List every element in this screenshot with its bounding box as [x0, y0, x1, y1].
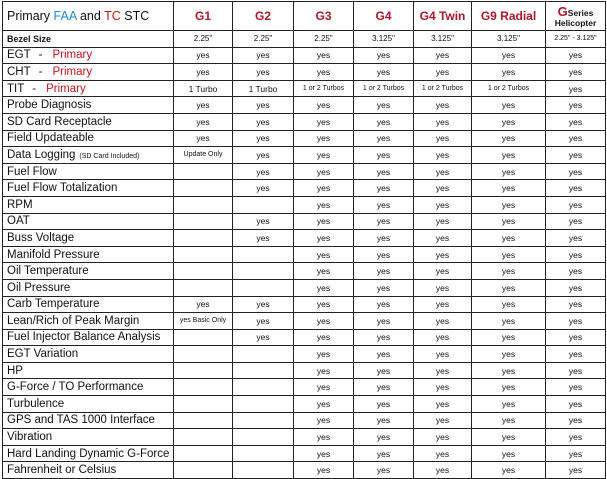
feature-dash: - — [32, 82, 37, 95]
column-header-g3: G3 — [294, 2, 354, 31]
comparison-table — [2, 1, 606, 479]
feature-label — [3, 80, 174, 97]
table-cell: yes — [294, 147, 354, 164]
feature-name: Fuel Injector Balance Analysis — [7, 331, 161, 344]
table-row — [3, 396, 606, 413]
table-row — [3, 163, 606, 180]
feature-label — [3, 180, 174, 197]
table-cell: yes — [472, 130, 546, 147]
table-cell: yes — [472, 263, 546, 280]
table-row — [3, 313, 606, 330]
table-cell — [233, 462, 294, 479]
feature-label — [3, 329, 174, 346]
table-row — [3, 97, 606, 114]
table-cell: 2.25" — [233, 31, 294, 48]
table-cell: yes — [294, 462, 354, 479]
table-cell: yes — [472, 64, 546, 81]
table-cell: yes — [354, 346, 414, 363]
table-title — [3, 2, 174, 31]
table-cell: yes — [414, 163, 472, 180]
table-row — [3, 113, 606, 130]
g-series-word: Series — [567, 8, 594, 18]
table-cell: yes — [414, 230, 472, 247]
table-cell: yes — [472, 379, 546, 396]
table-cell: yes — [294, 445, 354, 462]
table-cell: yes — [294, 163, 354, 180]
table-cell — [174, 379, 233, 396]
table-cell — [233, 429, 294, 446]
feature-name: RPM — [7, 198, 33, 211]
table-cell: yes — [414, 429, 472, 446]
g-series-letter: G — [557, 4, 568, 19]
feature-name: Lean/Rich of Peak Margin — [7, 314, 140, 327]
table-cell: yes — [472, 412, 546, 429]
table-cell — [233, 396, 294, 413]
table-cell: yes — [354, 180, 414, 197]
table-cell: yes — [546, 329, 606, 346]
table-cell: yes — [354, 462, 414, 479]
table-cell: yes — [414, 64, 472, 81]
g-series-helicopter: Helicopter — [554, 18, 597, 28]
table-cell: yes — [414, 279, 472, 296]
table-cell: 1 Turbo — [233, 80, 294, 97]
table-cell: yes — [174, 113, 233, 130]
feature-label — [3, 263, 174, 280]
table-cell — [233, 263, 294, 280]
table-row — [3, 196, 606, 213]
table-body — [3, 31, 606, 479]
feature-label — [3, 429, 174, 446]
feature-name: EGT Variation — [7, 348, 79, 361]
title-prefix: Primary — [7, 9, 51, 23]
table-cell: yes — [546, 64, 606, 81]
table-cell: yes — [233, 113, 294, 130]
feature-label — [3, 313, 174, 330]
table-cell — [174, 263, 233, 280]
table-cell: yes — [546, 47, 606, 64]
table-cell: 3.125" — [414, 31, 472, 48]
table-cell: yes — [294, 97, 354, 114]
table-row — [3, 462, 606, 479]
table-cell — [174, 346, 233, 363]
table-cell: yes — [294, 429, 354, 446]
feature-name: Fahrenheit or Celsius — [7, 464, 117, 477]
table-cell: yes — [294, 263, 354, 280]
table-cell: yes — [414, 462, 472, 479]
table-cell: yes — [414, 396, 472, 413]
table-cell: yes — [546, 80, 606, 97]
table-cell: yes — [546, 445, 606, 462]
table-cell: 3.125" — [354, 31, 414, 48]
feature-label — [3, 130, 174, 147]
table-cell: Update Only — [174, 147, 233, 164]
table-row — [3, 279, 606, 296]
table-row — [3, 31, 606, 48]
table-cell: yes — [174, 97, 233, 114]
table-cell: yes — [414, 47, 472, 64]
table-cell — [174, 462, 233, 479]
table-cell: 1 or 2 Turbos — [472, 80, 546, 97]
table-cell: yes — [546, 429, 606, 446]
table-cell — [174, 429, 233, 446]
table-row — [3, 180, 606, 197]
feature-name: Oil Temperature — [7, 265, 89, 278]
table-cell: yes — [414, 97, 472, 114]
table-cell: yes — [354, 47, 414, 64]
table-cell: yes — [472, 462, 546, 479]
table-row — [3, 329, 606, 346]
table-cell — [174, 396, 233, 413]
table-cell — [174, 230, 233, 247]
table-cell: yes — [294, 230, 354, 247]
table-cell: yes — [546, 279, 606, 296]
table-row — [3, 213, 606, 230]
table-cell: yes — [354, 147, 414, 164]
table-cell: yes — [472, 362, 546, 379]
table-cell: yes Basic Only — [174, 313, 233, 330]
table-cell: yes — [414, 180, 472, 197]
table-cell: yes — [174, 64, 233, 81]
feature-name: Field Updateable — [7, 132, 94, 145]
feature-label — [3, 362, 174, 379]
feature-name: Carb Temperature — [7, 298, 100, 311]
primary-label: Primary — [46, 82, 86, 95]
table-cell — [174, 279, 233, 296]
column-header-g-series-helicopter — [546, 2, 606, 31]
table-cell: yes — [354, 213, 414, 230]
table-cell: yes — [354, 263, 414, 280]
feature-label — [3, 346, 174, 363]
table-cell: yes — [472, 163, 546, 180]
table-cell: yes — [472, 396, 546, 413]
table-cell: yes — [472, 230, 546, 247]
table-row — [3, 80, 606, 97]
table-cell: yes — [294, 47, 354, 64]
table-cell: yes — [354, 429, 414, 446]
table-cell: yes — [414, 329, 472, 346]
table-cell: yes — [546, 230, 606, 247]
table-cell: yes — [546, 263, 606, 280]
table-cell — [233, 246, 294, 263]
table-cell: yes — [354, 230, 414, 247]
table-row — [3, 445, 606, 462]
table-cell: yes — [546, 196, 606, 213]
table-cell: yes — [294, 246, 354, 263]
table-cell: yes — [233, 230, 294, 247]
feature-label — [3, 31, 174, 48]
table-cell: yes — [233, 163, 294, 180]
title-and: and — [79, 9, 101, 23]
table-row — [3, 412, 606, 429]
table-row — [3, 246, 606, 263]
table-cell — [233, 346, 294, 363]
feature-label — [3, 445, 174, 462]
table-cell: yes — [472, 180, 546, 197]
feature-dash: - — [38, 65, 43, 78]
table-row — [3, 230, 606, 247]
table-cell: yes — [354, 279, 414, 296]
table-cell: yes — [414, 196, 472, 213]
table-cell: yes — [354, 445, 414, 462]
feature-name: Fuel Flow — [7, 165, 57, 178]
table-cell: yes — [546, 130, 606, 147]
table-cell: yes — [472, 329, 546, 346]
feature-label — [3, 147, 174, 164]
table-cell: yes — [294, 279, 354, 296]
table-cell: 2.25" - 3.125" — [546, 31, 606, 48]
table-cell: yes — [174, 47, 233, 64]
table-cell: yes — [294, 64, 354, 81]
feature-name: EGT — [7, 49, 31, 62]
table-cell: yes — [546, 412, 606, 429]
table-row — [3, 379, 606, 396]
feature-label — [3, 246, 174, 263]
table-row — [3, 130, 606, 147]
feature-name: SD Card Receptacle — [7, 115, 112, 128]
table-cell: yes — [414, 362, 472, 379]
table-cell: yes — [546, 379, 606, 396]
table-row — [3, 346, 606, 363]
header-row — [3, 2, 606, 31]
feature-name: Turbulence — [7, 397, 65, 410]
table-cell: yes — [354, 379, 414, 396]
table-cell: yes — [354, 246, 414, 263]
table-cell: yes — [414, 412, 472, 429]
table-cell: yes — [233, 313, 294, 330]
table-cell: yes — [294, 213, 354, 230]
table-cell — [174, 196, 233, 213]
feature-name: G-Force / TO Performance — [7, 381, 144, 394]
feature-label — [3, 97, 174, 114]
feature-label — [3, 396, 174, 413]
table-cell — [233, 445, 294, 462]
table-cell: yes — [546, 180, 606, 197]
column-header-g9-radial: G9 Radial — [472, 2, 546, 31]
feature-name: OAT — [7, 215, 30, 228]
table-cell: yes — [233, 97, 294, 114]
table-cell: yes — [414, 445, 472, 462]
table-cell: yes — [294, 379, 354, 396]
table-cell: yes — [414, 313, 472, 330]
table-cell — [174, 329, 233, 346]
table-cell: yes — [414, 246, 472, 263]
feature-label — [3, 230, 174, 247]
feature-name: TIT — [7, 82, 25, 95]
table-cell — [174, 213, 233, 230]
table-cell: yes — [354, 64, 414, 81]
table-cell — [174, 362, 233, 379]
table-cell: yes — [546, 163, 606, 180]
table-cell: yes — [472, 113, 546, 130]
feature-name: CHT — [7, 65, 31, 78]
table-cell: yes — [546, 147, 606, 164]
feature-label — [3, 47, 174, 64]
table-cell: yes — [233, 130, 294, 147]
table-cell — [233, 196, 294, 213]
table-cell: yes — [354, 163, 414, 180]
table-cell: yes — [414, 213, 472, 230]
table-cell: 1 or 2 Turbos — [294, 80, 354, 97]
feature-label — [3, 379, 174, 396]
primary-label: Primary — [52, 49, 93, 62]
feature-name: Oil Pressure — [7, 281, 71, 294]
table-cell: yes — [174, 130, 233, 147]
table-cell: yes — [354, 412, 414, 429]
table-cell: yes — [233, 213, 294, 230]
feature-name: Data Logging — [7, 148, 76, 161]
table-cell — [174, 445, 233, 462]
feature-name: Vibration — [7, 431, 53, 444]
table-cell: yes — [546, 213, 606, 230]
column-header-g1: G1 — [174, 2, 233, 31]
table-cell: yes — [472, 445, 546, 462]
table-cell: yes — [233, 180, 294, 197]
table-cell: yes — [294, 196, 354, 213]
table-row — [3, 47, 606, 64]
table-row — [3, 263, 606, 280]
feature-name: Manifold Pressure — [7, 248, 100, 261]
table-cell: yes — [294, 346, 354, 363]
table-cell: yes — [414, 346, 472, 363]
table-cell: yes — [354, 313, 414, 330]
table-row — [3, 296, 606, 313]
table-cell: yes — [546, 462, 606, 479]
feature-name: Hard Landing Dynamic G-Force — [7, 447, 170, 460]
table-cell: yes — [472, 213, 546, 230]
feature-name: Fuel Flow Totalization — [7, 182, 118, 195]
table-cell: yes — [294, 113, 354, 130]
feature-note: (SD Card Included) — [79, 152, 140, 160]
title-faa: FAA — [53, 9, 77, 23]
feature-label — [3, 296, 174, 313]
feature-label — [3, 279, 174, 296]
table-cell — [233, 362, 294, 379]
table-cell: yes — [546, 113, 606, 130]
table-cell: yes — [294, 180, 354, 197]
table-cell: 2.25" — [174, 31, 233, 48]
table-cell: yes — [546, 346, 606, 363]
table-cell: yes — [472, 196, 546, 213]
table-cell: yes — [354, 329, 414, 346]
primary-label: Primary — [52, 65, 93, 78]
table-cell — [174, 163, 233, 180]
feature-label — [3, 64, 174, 81]
table-cell: yes — [233, 47, 294, 64]
column-header-g4-twin: G4 Twin — [414, 2, 472, 31]
table-row — [3, 64, 606, 81]
table-cell: 1 Turbo — [174, 80, 233, 97]
table-cell: yes — [354, 196, 414, 213]
feature-label — [3, 163, 174, 180]
table-cell — [174, 246, 233, 263]
feature-label — [3, 412, 174, 429]
feature-label — [3, 462, 174, 479]
table-cell: yes — [472, 246, 546, 263]
table-cell — [233, 379, 294, 396]
table-cell: 1 or 2 Turbos — [414, 80, 472, 97]
table-cell: yes — [233, 64, 294, 81]
table-cell: yes — [546, 396, 606, 413]
table-cell: yes — [294, 313, 354, 330]
table-cell: 3.125" — [472, 31, 546, 48]
table-cell: yes — [414, 113, 472, 130]
table-cell: yes — [354, 113, 414, 130]
table-cell: yes — [354, 396, 414, 413]
table-cell: yes — [414, 263, 472, 280]
table-row — [3, 147, 606, 164]
table-cell: yes — [472, 97, 546, 114]
table-row — [3, 362, 606, 379]
feature-name: Bezel Size — [7, 33, 52, 44]
table-cell: yes — [294, 412, 354, 429]
table-cell — [174, 180, 233, 197]
table-cell: yes — [546, 313, 606, 330]
table-cell — [174, 412, 233, 429]
table-cell: yes — [233, 147, 294, 164]
table-cell: yes — [233, 296, 294, 313]
table-cell: 2.25" — [294, 31, 354, 48]
table-cell: yes — [294, 362, 354, 379]
table-cell: yes — [174, 296, 233, 313]
feature-name: Buss Voltage — [7, 231, 75, 244]
table-cell: yes — [472, 346, 546, 363]
table-cell: yes — [354, 296, 414, 313]
table-cell: yes — [472, 296, 546, 313]
table-cell: yes — [546, 296, 606, 313]
feature-name: HP — [7, 364, 23, 377]
table-cell — [233, 412, 294, 429]
table-cell: yes — [294, 130, 354, 147]
title-tc: TC — [104, 9, 121, 23]
table-cell: yes — [414, 147, 472, 164]
table-cell: yes — [294, 396, 354, 413]
feature-name: GPS and TAS 1000 Interface — [7, 414, 155, 427]
table-cell: yes — [233, 329, 294, 346]
table-cell: yes — [472, 313, 546, 330]
table-cell: yes — [546, 246, 606, 263]
feature-dash: - — [38, 49, 43, 62]
table-cell: yes — [472, 47, 546, 64]
feature-name: Probe Diagnosis — [7, 99, 92, 112]
table-cell: yes — [354, 130, 414, 147]
table-cell: yes — [294, 329, 354, 346]
table-cell: yes — [294, 296, 354, 313]
table-cell: yes — [546, 97, 606, 114]
table-row — [3, 429, 606, 446]
table-cell: yes — [472, 279, 546, 296]
table-cell: yes — [472, 147, 546, 164]
column-header-g4: G4 — [354, 2, 414, 31]
table-cell: yes — [414, 296, 472, 313]
feature-label — [3, 213, 174, 230]
table-cell: yes — [414, 379, 472, 396]
column-header-g2: G2 — [233, 2, 294, 31]
table-cell: yes — [546, 362, 606, 379]
feature-label — [3, 113, 174, 130]
table-cell: yes — [472, 429, 546, 446]
table-cell: 1 or 2 Turbos — [354, 80, 414, 97]
table-cell: yes — [414, 130, 472, 147]
table-cell: yes — [354, 362, 414, 379]
title-suffix: STC — [124, 9, 150, 23]
table-cell — [233, 279, 294, 296]
table-cell: yes — [354, 97, 414, 114]
feature-label — [3, 196, 174, 213]
